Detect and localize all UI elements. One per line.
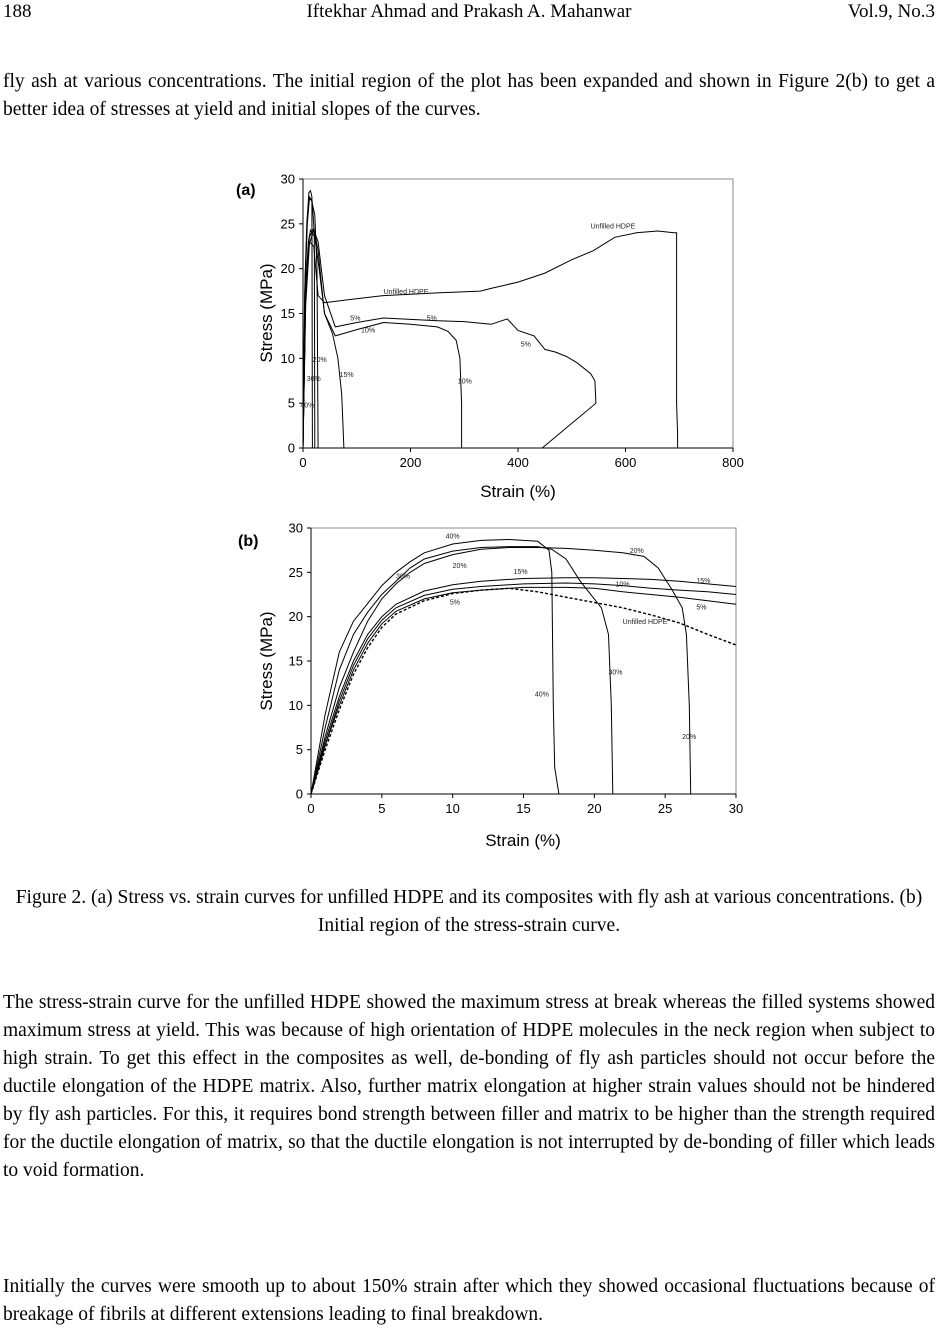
curve-label: 20%	[629, 547, 644, 555]
x-axis-label: Strain (%)	[485, 831, 561, 850]
curve-label: 5%	[350, 315, 361, 323]
series-line-5	[303, 230, 596, 448]
page-number: 188	[3, 1, 32, 22]
curve-label: 20%	[452, 562, 467, 570]
curve-label: 15%	[339, 372, 354, 380]
y-tick-label: 20	[280, 261, 295, 277]
body-paragraph-1: The stress-strain curve for the unfilled HDPE showed the maximum stress at break whereas the filled systems showed maximum stress at yield. This was because of high orientation of HDPE molecules in the neck region when subject to high strain. To get this effect in the composites as well, de-bonding of fly ash particles should not occur before the ductile elongation of the HDPE matrix. Also, further matrix elongation at higher strain values should not be hindered by fly ash particles. For this, it requires bond strength between filler and matrix to be higher than the strength required for the ductile elongation of matrix, so that the ductile elongation is not interrupted by de-bonding of filler which leads to void formation.	[3, 992, 935, 1181]
curve-label: 30%	[306, 375, 321, 383]
x-tick-label: 10	[445, 801, 460, 816]
curve-label: 10%	[615, 581, 630, 589]
x-tick-label: 400	[507, 455, 529, 470]
x-tick-label: 0	[299, 455, 307, 470]
y-tick-label: 10	[288, 697, 303, 713]
curve-label: Unfilled HDPE	[590, 223, 636, 231]
body-paragraph-2: Initially the curves were smooth up to about 150% strain after which they showed occasional fluctuations because of breakage of fibrils at different extensions leading to final breakdown.	[3, 1276, 935, 1325]
panel-label: (b)	[238, 533, 259, 550]
y-tick-label: 25	[288, 564, 303, 580]
running-header-volume: Vol.9, No.3	[847, 1, 935, 22]
y-tick-label: 30	[280, 171, 295, 187]
series-line-unfilled-hdpe	[303, 231, 678, 448]
curve-label: 40%	[534, 691, 549, 699]
curve-label: 30%	[396, 573, 411, 581]
curve-label: 5%	[520, 341, 531, 349]
series-line-unfilled-hdpe	[311, 588, 736, 794]
y-tick-label: 30	[288, 520, 303, 536]
chart-panel-a	[236, 172, 744, 502]
curve-label: 5%	[449, 599, 460, 607]
curve-label: Unfilled HDPE	[383, 288, 429, 296]
series-line-10	[303, 228, 462, 448]
curve-label: 5%	[696, 604, 707, 612]
curve-label: 5%	[426, 315, 437, 323]
running-header-authors: Iftekhar Ahmad and Prakash A. Mahanwar	[306, 1, 632, 22]
curve-label: Unfilled HDPE	[622, 618, 668, 626]
curve-label: 15%	[513, 569, 528, 577]
x-axis-label: Strain (%)	[480, 482, 556, 501]
curve-label: 20%	[312, 356, 327, 364]
x-tick-label: 20	[587, 801, 602, 816]
plot-area-border	[311, 528, 736, 794]
series-line-40	[311, 540, 559, 795]
y-tick-label: 15	[280, 306, 295, 321]
y-tick-label: 10	[280, 350, 295, 366]
plot-area-border	[303, 179, 733, 448]
y-tick-label: 25	[280, 216, 295, 232]
series-line-20	[311, 548, 691, 795]
panel-label: (a)	[236, 182, 256, 199]
y-tick-label: 5	[295, 742, 303, 758]
curve-label: 20%	[682, 734, 697, 742]
series-line-10	[311, 583, 736, 794]
x-tick-label: 0	[307, 801, 315, 816]
curve-label: 30%	[608, 669, 623, 677]
curve-label: 10%	[361, 327, 376, 335]
x-tick-label: 200	[399, 455, 422, 470]
curve-label: 40%	[300, 402, 315, 410]
y-tick-label: 5	[287, 395, 295, 411]
curve-label: 40%	[445, 533, 460, 541]
x-tick-label: 800	[722, 455, 744, 470]
series-line-5	[311, 587, 736, 794]
y-tick-label: 0	[287, 440, 295, 456]
chart-panel-b	[238, 521, 743, 851]
figure-caption: Figure 2. (a) Stress vs. strain curves for unfilled HDPE and its composites with fly ash at various concentrations. (b) Initial region of the stress-strain curve.	[15, 887, 923, 936]
y-axis-label: Stress (MPa)	[257, 611, 276, 711]
x-tick-label: 600	[614, 455, 637, 470]
y-tick-label: 20	[288, 609, 303, 625]
x-tick-label: 5	[378, 801, 386, 816]
x-tick-label: 30	[728, 801, 744, 816]
y-tick-label: 15	[288, 653, 303, 669]
x-tick-label: 25	[657, 801, 673, 816]
series-line-15	[303, 230, 344, 448]
x-tick-label: 15	[516, 801, 531, 816]
curve-label: 15%	[696, 577, 711, 585]
curve-label: 10%	[457, 378, 472, 386]
y-tick-label: 0	[295, 786, 303, 802]
y-axis-label: Stress (MPa)	[257, 263, 276, 363]
intro-paragraph: fly ash at various concentrations. The initial region of the plot has been expanded and shown in Figure 2(b) to get a better idea of stresses at yield and initial slopes of the curves.	[3, 71, 935, 120]
